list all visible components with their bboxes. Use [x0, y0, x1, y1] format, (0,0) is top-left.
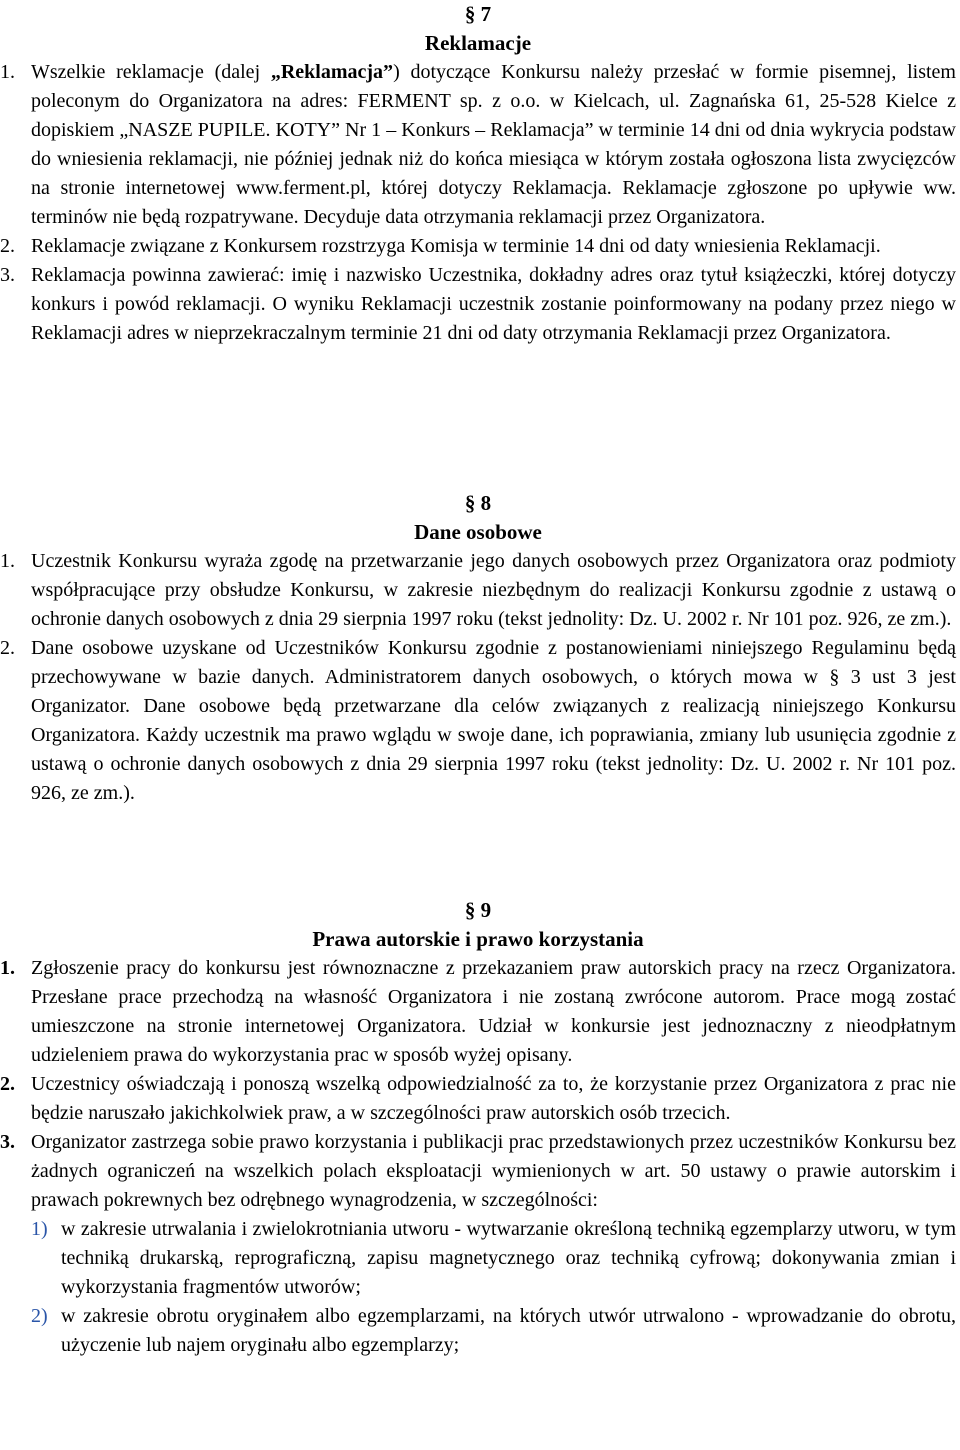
subitem-text: w zakresie obrotu oryginałem albo egzemplarzami, na których utwór utrwalono - wprowadzanie do obrotu, użyczenie lub najem oryginału albo egzemplarzy; [61, 1305, 956, 1356]
subitem-number: 1) [31, 1218, 48, 1240]
item-text-part: Wszelkie reklamacje (dalej [31, 61, 271, 83]
item-text: Reklamacja powinna zawierać: imię i nazwisko Uczestnika, dokładny adres oraz tytuł książeczki, której dotyczy konkurs i powód reklamacji. O wyniku Reklamacji uczestnik zostanie poinformowany na podany przez niego w Reklamacji adres w nieprzekraczalnym terminie 21 dni od daty otrzymania Reklamacji przez Organizatora. [31, 264, 956, 344]
sub-list-item [0, 1215, 956, 1302]
section-reklamacje [0, 0, 956, 348]
list-item [0, 954, 956, 1070]
sub-list-item [0, 1302, 956, 1360]
section-title: Dane osobowe [414, 520, 542, 544]
list-item [0, 58, 956, 232]
list-item [0, 261, 956, 348]
section-header [0, 896, 956, 954]
item-number: 1. [0, 550, 15, 572]
item-text-bold: „Reklamacja” [270, 61, 394, 83]
section-number: § 9 [464, 898, 492, 922]
item-text-part: , której dotyczy Reklamacja. Reklamacje zgłoszone po upływie ww. terminów nie będą rozpatrywane. Decyduje data otrzymania reklamacji przez Organizatora. [31, 177, 956, 228]
section-header [0, 489, 956, 547]
item-text-part: ) dotyczące Konkursu należy przesłać w formie pisemnej, listem poleconym do Organizatora na adres: FERMENT sp. z o.o. w Kielcach, ul. Zagnańska 61, 25-528 Kielce z dopiskiem „NASZE PUPILE. KOTY” Nr 1 – Konkurs – Reklamacja” w terminie 14 dni od dnia wykrycia podstaw do wniesienia reklamacji, nie później jednak niż do końca miesiąca w którym została ogłoszona lista zwycięzców na stronie internetowej [31, 61, 956, 199]
section-title: Reklamacje [424, 31, 532, 55]
item-text: Uczestnicy oświadczają i ponoszą wszelką odpowiedzialność za to, że korzystanie przez Organizatora z prac nie będzie naruszało jakichkolwiek praw, a w szczególności praw autorskich osób trzecich. [31, 1073, 956, 1124]
item-text: Organizator zastrzega sobie prawo korzystania i publikacji prac przedstawionych przez uczestników Konkursu bez żadnych ograniczeń na wszelkich polach eksploatacji wymienionych w art. 50 ustawy o prawie autorskim i prawach pokrewnych bez odrębnego wynagrodzenia, w szczególności: [31, 1131, 956, 1211]
item-number: 2. [0, 235, 15, 257]
section-number: § 7 [464, 2, 492, 26]
list-item [0, 547, 956, 634]
subitem-number: 2) [31, 1305, 48, 1327]
section-title: Prawa autorskie i prawo korzystania [312, 927, 644, 951]
website-link[interactable]: www.ferment.pl [235, 177, 366, 199]
list-item [0, 1128, 956, 1215]
item-number: 2. [0, 637, 15, 659]
list-item [0, 232, 956, 261]
item-number: 2. [0, 1073, 15, 1095]
item-number: 3. [0, 264, 15, 286]
item-text: Uczestnik Konkursu wyraża zgodę na przetwarzanie jego danych osobowych przez Organizatora oraz podmioty współpracujące przy obsłudze Konkursu, w zakresie niezbędnym do realizacji Konkursu zgodnie z ustawą o ochronie danych osobowych z dnia 29 sierpnia 1997 roku (tekst jednolity: Dz. U. 2002 r. Nr 101 poz. 926, ze zm.). [31, 550, 956, 630]
subitem-text: w zakresie utrwalania i zwielokrotniania utworu - wytwarzanie określoną techniką egzemplarzy utworu, w tym techniką drukarską, reprograficzną, zapisu magnetycznego oraz techniką cyfrową; dokonywania zmian i wykorzystania fragmentów utworów; [61, 1218, 956, 1298]
section-prawa-autorskie [0, 896, 956, 1360]
section-header [0, 0, 956, 58]
item-text: Reklamacje związane z Konkursem rozstrzyga Komisja w terminie 14 dni od daty wniesienia Reklamacji. [31, 235, 881, 257]
list-item [0, 634, 956, 808]
item-text: Zgłoszenie pracy do konkursu jest równoznaczne z przekazaniem praw autorskich pracy na rzecz Organizatora. Przesłane prace przechodzą na własność Organizatora i nie zostaną zwrócone autorom. Prace mogą zostać umieszczone na stronie internetowej Organizatora. Udział w konkursie jest jednoznaczny z nieodpłatnym udzieleniem prawa do wykorzystania prac w sposób wyżej opisany. [31, 957, 956, 1066]
item-number: 1. [0, 61, 15, 83]
item-text: Dane osobowe uzyskane od Uczestników Konkursu zgodnie z postanowieniami niniejszego Regulaminu będą przechowywane w bazie danych. Administratorem danych osobowych, o których mowa w § 3 ust 3 jest Organizator. Dane osobowe będą przetwarzane dla celów związanych z realizacją niniejszego Konkursu Organizatora. Każdy uczestnik ma prawo wglądu w swoje dane, ich poprawiania, zmiany lub usunięcia zgodnie z ustawą o ochronie danych osobowych z dnia 29 sierpnia 1997 roku (tekst jednolity: Dz. U. 2002 r. Nr 101 poz. 926, ze zm.). [31, 637, 956, 804]
item-number: 3. [0, 1131, 15, 1153]
item-number: 1. [0, 957, 15, 979]
section-dane-osobowe [0, 489, 956, 808]
section-number: § 8 [464, 491, 492, 515]
list-item [0, 1070, 956, 1128]
